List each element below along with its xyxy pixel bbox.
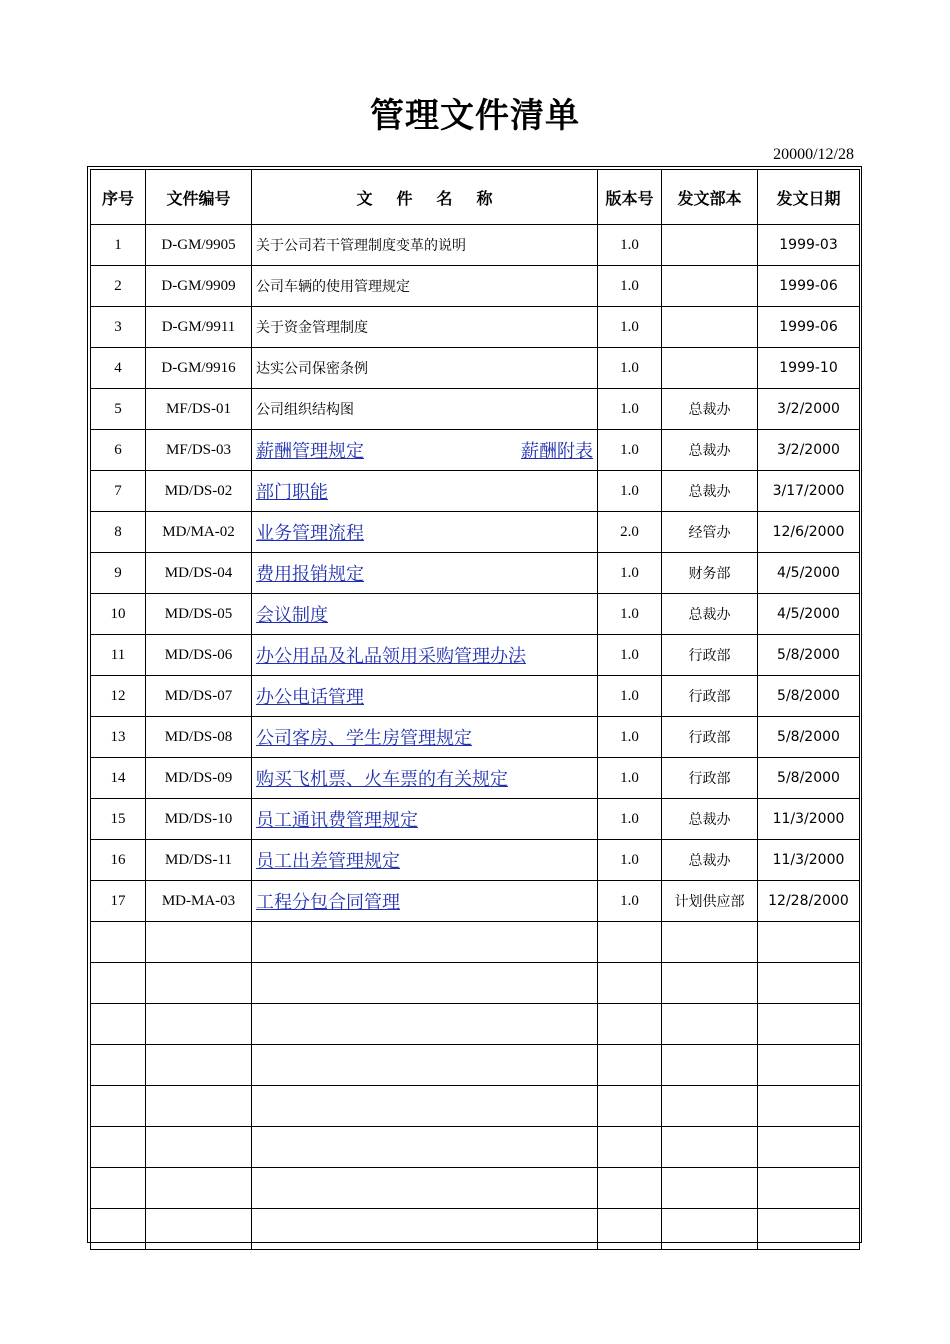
header-dept: 发文部本: [662, 170, 758, 225]
cell-seq: 17: [91, 881, 146, 922]
cell-dept: 计划供应部: [662, 881, 758, 922]
empty-cell: [252, 1127, 598, 1168]
empty-cell: [252, 922, 598, 963]
cell-seq: 13: [91, 717, 146, 758]
empty-cell: [252, 1168, 598, 1209]
empty-cell: [598, 1045, 662, 1086]
empty-cell: [598, 1127, 662, 1168]
cell-date: 11/3/2000: [758, 840, 860, 881]
cell-version: 1.0: [598, 266, 662, 307]
cell-dept: 总裁办: [662, 430, 758, 471]
empty-cell: [91, 1127, 146, 1168]
empty-cell: [252, 1209, 598, 1250]
cell-name: 达实公司保密条例: [252, 348, 598, 389]
document-link[interactable]: 员工通讯费管理规定: [256, 810, 418, 831]
cell-version: 1.0: [598, 635, 662, 676]
cell-date: 3/2/2000: [758, 430, 860, 471]
cell-code: MD/MA-02: [146, 512, 252, 553]
cell-code: MF/DS-01: [146, 389, 252, 430]
empty-cell: [146, 922, 252, 963]
document-link[interactable]: 办公电话管理: [256, 687, 364, 708]
cell-date: 3/2/2000: [758, 389, 860, 430]
cell-name: [252, 471, 598, 512]
cell-version: 1.0: [598, 389, 662, 430]
header-name-char: 名: [436, 188, 453, 208]
cell-version: 2.0: [598, 512, 662, 553]
table-row: [91, 635, 860, 676]
cell-version: 1.0: [598, 307, 662, 348]
empty-cell: [598, 922, 662, 963]
table-row: [91, 881, 860, 922]
empty-row: [91, 1209, 860, 1250]
cell-date: 12/6/2000: [758, 512, 860, 553]
empty-cell: [91, 1086, 146, 1127]
empty-cell: [91, 963, 146, 1004]
cell-date: 4/5/2000: [758, 594, 860, 635]
cell-code: MD/DS-10: [146, 799, 252, 840]
empty-cell: [758, 1086, 860, 1127]
cell-name: 关于资金管理制度: [252, 307, 598, 348]
empty-cell: [252, 1004, 598, 1045]
cell-name: [252, 553, 598, 594]
cell-seq: 14: [91, 758, 146, 799]
cell-name: [252, 512, 598, 553]
cell-date: 12/28/2000: [758, 881, 860, 922]
empty-cell: [252, 1045, 598, 1086]
cell-version: 1.0: [598, 758, 662, 799]
empty-cell: [252, 1086, 598, 1127]
cell-date: 11/3/2000: [758, 799, 860, 840]
empty-row: [91, 1004, 860, 1045]
cell-code: MD/DS-07: [146, 676, 252, 717]
cell-seq: 10: [91, 594, 146, 635]
cell-code: D-GM/9905: [146, 225, 252, 266]
empty-cell: [146, 1045, 252, 1086]
cell-version: 1.0: [598, 676, 662, 717]
header-name-char: 文: [356, 188, 373, 208]
cell-seq: 4: [91, 348, 146, 389]
cell-seq: 1: [91, 225, 146, 266]
document-link[interactable]: 业务管理流程: [256, 523, 364, 544]
document-link[interactable]: 员工出差管理规定: [256, 851, 400, 872]
empty-cell: [758, 1127, 860, 1168]
document-link[interactable]: 工程分包合同管理: [256, 892, 400, 913]
cell-name: [252, 676, 598, 717]
table-row: [91, 266, 860, 307]
cell-name: [252, 717, 598, 758]
document-link-attachment[interactable]: 薪酬附表: [521, 441, 593, 462]
document-link[interactable]: 费用报销规定: [256, 564, 364, 585]
table-row: [91, 225, 860, 266]
header-seq: 序号: [91, 170, 146, 225]
cell-seq: 11: [91, 635, 146, 676]
header-name: [252, 170, 598, 225]
cell-date: 1999-06: [758, 266, 860, 307]
empty-cell: [598, 1004, 662, 1045]
document-link[interactable]: 会议制度: [256, 605, 328, 626]
header-version: 版本号: [598, 170, 662, 225]
table-row: [91, 307, 860, 348]
empty-row: [91, 1168, 860, 1209]
empty-row: [91, 1045, 860, 1086]
cell-date: 4/5/2000: [758, 553, 860, 594]
empty-cell: [598, 1168, 662, 1209]
cell-name: [252, 430, 598, 471]
cell-seq: 7: [91, 471, 146, 512]
cell-dept: 财务部: [662, 553, 758, 594]
cell-name: [252, 881, 598, 922]
cell-name: [252, 758, 598, 799]
empty-row: [91, 963, 860, 1004]
document-link[interactable]: 部门职能: [256, 482, 328, 503]
cell-date: 5/8/2000: [758, 635, 860, 676]
cell-version: 1.0: [598, 717, 662, 758]
cell-code: D-GM/9916: [146, 348, 252, 389]
table-row: [91, 840, 860, 881]
table-row: [91, 348, 860, 389]
empty-cell: [91, 1168, 146, 1209]
cell-dept: [662, 266, 758, 307]
cell-version: 1.0: [598, 553, 662, 594]
cell-version: 1.0: [598, 799, 662, 840]
cell-date: 1999-10: [758, 348, 860, 389]
cell-code: MF/DS-03: [146, 430, 252, 471]
header-code: 文件编号: [146, 170, 252, 225]
cell-date: 5/8/2000: [758, 676, 860, 717]
document-link[interactable]: 购买飞机票、火车票的有关规定: [256, 769, 508, 790]
cell-name: 公司车辆的使用管理规定: [252, 266, 598, 307]
empty-cell: [758, 922, 860, 963]
cell-seq: 8: [91, 512, 146, 553]
cell-code: MD/DS-02: [146, 471, 252, 512]
cell-name: 公司组织结构图: [252, 389, 598, 430]
empty-cell: [146, 1127, 252, 1168]
empty-cell: [662, 1004, 758, 1045]
empty-cell: [758, 1045, 860, 1086]
empty-cell: [146, 963, 252, 1004]
cell-dept: 经管办: [662, 512, 758, 553]
cell-date: 1999-06: [758, 307, 860, 348]
empty-cell: [662, 963, 758, 1004]
table-header-row: [91, 170, 860, 225]
table-row: [91, 389, 860, 430]
empty-cell: [146, 1168, 252, 1209]
empty-row: [91, 1086, 860, 1127]
cell-dept: 总裁办: [662, 594, 758, 635]
empty-cell: [662, 1086, 758, 1127]
cell-name: [252, 799, 598, 840]
empty-cell: [598, 1086, 662, 1127]
empty-cell: [662, 1127, 758, 1168]
cell-code: MD/DS-06: [146, 635, 252, 676]
cell-dept: 行政部: [662, 676, 758, 717]
header-issue-date: 发文日期: [758, 170, 860, 225]
empty-cell: [598, 963, 662, 1004]
table-row: [91, 471, 860, 512]
cell-dept: 总裁办: [662, 799, 758, 840]
empty-cell: [662, 922, 758, 963]
cell-seq: 9: [91, 553, 146, 594]
cell-seq: 3: [91, 307, 146, 348]
cell-dept: 总裁办: [662, 471, 758, 512]
cell-code: MD/DS-09: [146, 758, 252, 799]
cell-code: MD-MA-03: [146, 881, 252, 922]
cell-name: [252, 635, 598, 676]
cell-version: 1.0: [598, 225, 662, 266]
cell-seq: 12: [91, 676, 146, 717]
empty-cell: [662, 1168, 758, 1209]
document-link[interactable]: 公司客房、学生房管理规定: [256, 728, 472, 749]
cell-date: 5/8/2000: [758, 717, 860, 758]
empty-cell: [91, 1045, 146, 1086]
empty-cell: [758, 963, 860, 1004]
table-row: [91, 676, 860, 717]
table-body: [91, 225, 860, 1250]
empty-cell: [662, 1209, 758, 1250]
cell-seq: 5: [91, 389, 146, 430]
cell-dept: 行政部: [662, 635, 758, 676]
header-name-char: 称: [476, 188, 493, 208]
cell-dept: 总裁办: [662, 840, 758, 881]
cell-seq: 2: [91, 266, 146, 307]
table-row: [91, 430, 860, 471]
empty-cell: [598, 1209, 662, 1250]
empty-cell: [662, 1045, 758, 1086]
table-row: [91, 799, 860, 840]
cell-version: 1.0: [598, 430, 662, 471]
empty-cell: [252, 963, 598, 1004]
document-date: 20000/12/28: [773, 146, 854, 163]
cell-date: 5/8/2000: [758, 758, 860, 799]
cell-dept: 行政部: [662, 758, 758, 799]
cell-code: MD/DS-11: [146, 840, 252, 881]
cell-code: MD/DS-08: [146, 717, 252, 758]
empty-cell: [758, 1168, 860, 1209]
cell-seq: 15: [91, 799, 146, 840]
table-row: [91, 553, 860, 594]
cell-dept: [662, 348, 758, 389]
empty-cell: [758, 1004, 860, 1045]
document-link[interactable]: 薪酬管理规定: [256, 441, 364, 462]
cell-dept: [662, 307, 758, 348]
table-row: [91, 717, 860, 758]
cell-code: MD/DS-05: [146, 594, 252, 635]
cell-date: 3/17/2000: [758, 471, 860, 512]
cell-seq: 6: [91, 430, 146, 471]
empty-cell: [758, 1209, 860, 1250]
cell-version: 1.0: [598, 348, 662, 389]
empty-cell: [146, 1004, 252, 1045]
cell-version: 1.0: [598, 471, 662, 512]
table-row: [91, 594, 860, 635]
cell-version: 1.0: [598, 881, 662, 922]
cell-name: [252, 594, 598, 635]
table-row: [91, 758, 860, 799]
document-list-table: [90, 169, 860, 1250]
empty-row: [91, 1127, 860, 1168]
empty-cell: [91, 922, 146, 963]
cell-name: [252, 840, 598, 881]
table-row: [91, 512, 860, 553]
cell-date: 1999-03: [758, 225, 860, 266]
header-name-char: 件: [396, 188, 413, 208]
empty-cell: [146, 1209, 252, 1250]
empty-cell: [146, 1086, 252, 1127]
empty-cell: [91, 1004, 146, 1045]
page-title: 管理文件清单: [370, 96, 580, 136]
cell-code: D-GM/9911: [146, 307, 252, 348]
cell-seq: 16: [91, 840, 146, 881]
cell-version: 1.0: [598, 594, 662, 635]
cell-name: 关于公司若干管理制度变革的说明: [252, 225, 598, 266]
cell-version: 1.0: [598, 840, 662, 881]
cell-dept: 总裁办: [662, 389, 758, 430]
cell-dept: [662, 225, 758, 266]
cell-dept: 行政部: [662, 717, 758, 758]
cell-code: MD/DS-04: [146, 553, 252, 594]
cell-code: D-GM/9909: [146, 266, 252, 307]
document-link[interactable]: 办公用品及礼品领用采购管理办法: [256, 646, 526, 667]
empty-cell: [91, 1209, 146, 1250]
empty-row: [91, 922, 860, 963]
